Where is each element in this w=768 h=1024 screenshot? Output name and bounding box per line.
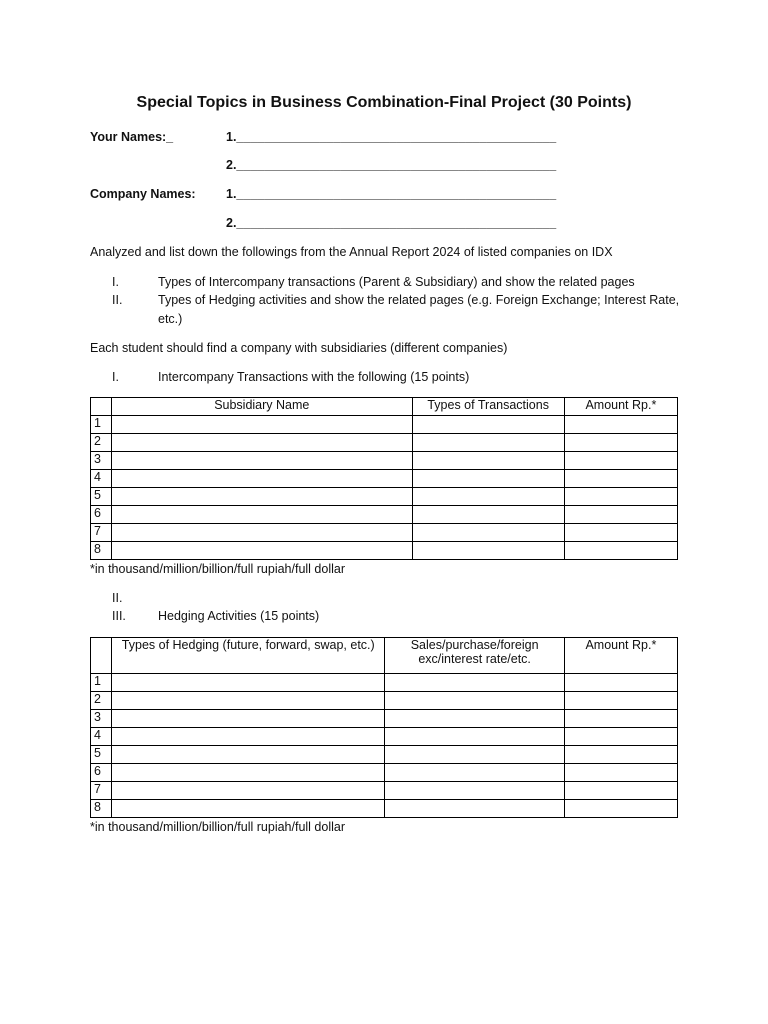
row-number: 4	[91, 470, 112, 488]
row-number: 7	[91, 782, 112, 800]
row-number: 6	[91, 764, 112, 782]
hedged-item-cell[interactable]	[385, 782, 564, 800]
your-name-field-1[interactable]: 1.______________________________________________	[226, 130, 557, 144]
row-number: 3	[91, 710, 112, 728]
hedging-type-cell[interactable]	[112, 692, 385, 710]
column-header: Types of Transactions	[412, 398, 564, 416]
hedging-type-cell[interactable]	[112, 728, 385, 746]
student-note: Each student should find a company with subsidiaries (different companies)	[90, 341, 508, 355]
your-name-field-2[interactable]: 2.______________________________________________	[226, 158, 557, 172]
amount-cell[interactable]	[564, 782, 677, 800]
hedged-item-cell[interactable]	[385, 800, 564, 818]
hedged-item-cell[interactable]	[385, 674, 564, 692]
subsidiary-name-cell[interactable]	[112, 488, 413, 506]
table-row	[91, 782, 678, 800]
table-row	[91, 452, 678, 470]
section-heading: Hedging Activities (15 points)	[158, 609, 320, 623]
row-number: 5	[91, 746, 112, 764]
table-row	[91, 800, 678, 818]
table-row	[91, 470, 678, 488]
list-number: I.	[112, 275, 119, 289]
column-header: Amount Rp.*	[564, 398, 677, 416]
amount-cell[interactable]	[564, 728, 677, 746]
amount-cell[interactable]	[564, 488, 677, 506]
table-row	[91, 542, 678, 560]
row-number: 5	[91, 488, 112, 506]
column-header: Amount Rp.*	[564, 638, 677, 674]
subsidiary-name-cell[interactable]	[112, 434, 413, 452]
amount-cell[interactable]	[564, 506, 677, 524]
hedging-table	[90, 637, 678, 818]
column-header: Types of Hedging (future, forward, swap, etc.)	[112, 638, 385, 674]
table-row	[91, 488, 678, 506]
column-header-line: Sales/purchase/foreign	[410, 638, 539, 652]
section-number: II.	[112, 591, 123, 605]
transaction-type-cell[interactable]	[412, 524, 564, 542]
amount-cell[interactable]	[564, 800, 677, 818]
section-number: III.	[112, 609, 126, 623]
subsidiary-name-cell[interactable]	[112, 416, 413, 434]
amount-cell[interactable]	[564, 764, 677, 782]
table-row	[91, 764, 678, 782]
your-names-label: Your Names:_	[90, 130, 174, 144]
section-heading: Intercompany Transactions with the following (15 points)	[158, 370, 470, 384]
amount-cell[interactable]	[564, 542, 677, 560]
row-number: 2	[91, 434, 112, 452]
table-row	[91, 746, 678, 764]
table-row	[91, 416, 678, 434]
list-item-text: Types of Intercompany transactions (Parent & Subsidiary) and show the related pages	[158, 275, 635, 289]
intro-text: Analyzed and list down the followings from the Annual Report 2024 of listed companies on IDX	[90, 245, 613, 259]
amount-cell[interactable]	[564, 524, 677, 542]
table-row	[91, 692, 678, 710]
amount-cell[interactable]	[564, 434, 677, 452]
hedging-type-cell[interactable]	[112, 674, 385, 692]
hedging-type-cell[interactable]	[112, 710, 385, 728]
row-number: 2	[91, 692, 112, 710]
transaction-type-cell[interactable]	[412, 542, 564, 560]
subsidiary-name-cell[interactable]	[112, 506, 413, 524]
footnote: *in thousand/million/billion/full rupiah/full dollar	[90, 562, 346, 576]
subsidiary-name-cell[interactable]	[112, 524, 413, 542]
column-header-line: exc/interest rate/etc.	[418, 652, 531, 666]
subsidiary-name-cell[interactable]	[112, 452, 413, 470]
row-number: 6	[91, 506, 112, 524]
table-row	[91, 674, 678, 692]
company-name-field-1[interactable]: 1.______________________________________________	[226, 187, 557, 201]
table-corner-cell	[91, 398, 112, 416]
list-number: II.	[112, 293, 123, 307]
row-number: 7	[91, 524, 112, 542]
transaction-type-cell[interactable]	[412, 488, 564, 506]
footnote: *in thousand/million/billion/full rupiah/full dollar	[90, 820, 346, 834]
row-number: 8	[91, 800, 112, 818]
company-names-label: Company Names:	[90, 187, 196, 201]
table-row	[91, 506, 678, 524]
list-item-text: Types of Hedging activities and show the related pages (e.g. Foreign Exchange; Interest Rate,	[158, 293, 680, 307]
subsidiary-name-cell[interactable]	[112, 542, 413, 560]
row-number: 3	[91, 452, 112, 470]
amount-cell[interactable]	[564, 470, 677, 488]
hedging-type-cell[interactable]	[112, 800, 385, 818]
transaction-type-cell[interactable]	[412, 416, 564, 434]
row-number: 1	[91, 674, 112, 692]
row-number: 4	[91, 728, 112, 746]
amount-cell[interactable]	[564, 710, 677, 728]
intercompany-table	[90, 397, 678, 560]
subsidiary-name-cell[interactable]	[112, 470, 413, 488]
table-row	[91, 524, 678, 542]
table-row	[91, 710, 678, 728]
amount-cell[interactable]	[564, 452, 677, 470]
transaction-type-cell[interactable]	[412, 506, 564, 524]
hedged-item-cell[interactable]	[385, 692, 564, 710]
hedged-item-cell[interactable]	[385, 728, 564, 746]
table-corner-cell	[91, 638, 112, 674]
hedging-type-cell[interactable]	[112, 764, 385, 782]
hedged-item-cell[interactable]	[385, 746, 564, 764]
company-name-field-2[interactable]: 2.______________________________________________	[226, 216, 557, 230]
page-title: Special Topics in Business Combination-Final Project (30 Points)	[136, 94, 632, 111]
table-row	[91, 728, 678, 746]
table-row	[91, 434, 678, 452]
amount-cell[interactable]	[564, 746, 677, 764]
row-number: 1	[91, 416, 112, 434]
transaction-type-cell[interactable]	[412, 452, 564, 470]
hedging-type-cell[interactable]	[112, 746, 385, 764]
section-number: I.	[112, 370, 119, 384]
column-header	[385, 638, 564, 674]
transaction-type-cell[interactable]	[412, 470, 564, 488]
row-number: 8	[91, 542, 112, 560]
hedged-item-cell[interactable]	[385, 710, 564, 728]
hedged-item-cell[interactable]	[385, 764, 564, 782]
amount-cell[interactable]	[564, 674, 677, 692]
amount-cell[interactable]	[564, 692, 677, 710]
column-header: Subsidiary Name	[112, 398, 413, 416]
list-item-continuation: etc.)	[158, 312, 183, 326]
transaction-type-cell[interactable]	[412, 434, 564, 452]
hedging-type-cell[interactable]	[112, 782, 385, 800]
amount-cell[interactable]	[564, 416, 677, 434]
